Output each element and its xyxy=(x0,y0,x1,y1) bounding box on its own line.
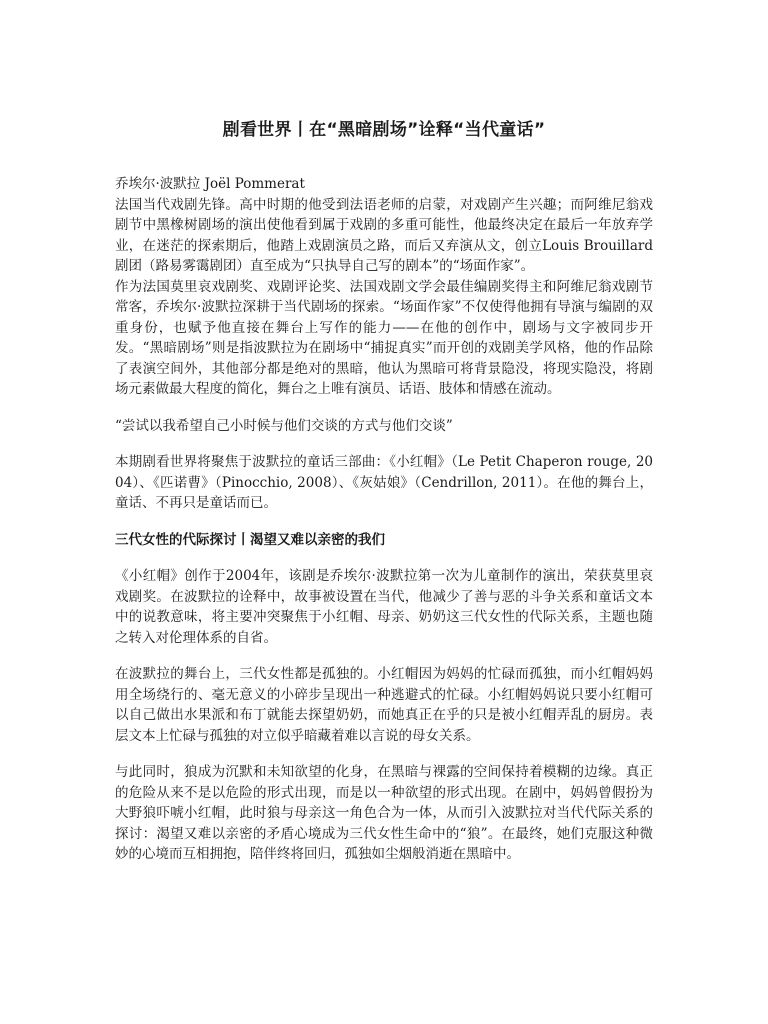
body-paragraph-3: 与此同时，狼成为沉默和未知欲望的化身，在黑暗与裸露的空间保持着模糊的边缘。真正的危险从来不是以危险的形式出现，而是以一种欲望的形式出现。在剧中，妈妈曾假扮为大野狼吓唬小红帽，此时狼与母亲这一角色合为一体，从而引入波默拉对当代代际关系的探讨：渴望又难以亲密的矛盾心境成为三代女性生命中的“狼”。在最终，她们克服这种微妙的心境而互相拥抱，陪伴终将回归，孤独如尘烟般消逝在黑暗中。 xyxy=(115,764,653,862)
spacer xyxy=(115,746,653,762)
spacer xyxy=(115,648,653,664)
spacer xyxy=(115,436,653,452)
article xyxy=(115,115,653,865)
focus-paragraph: 本期剧看世界将聚焦于波默拉的童话三部曲：《小红帽》（Le Petit Chaperon rouge, 2004）、《匹诺曹》（Pinocchio, 2008）、《灰姑娘》（Cendrillon, 2011）。在他的舞台上，童话、不再只是童话而已。 xyxy=(115,454,653,511)
spacer xyxy=(115,550,653,566)
pull-quote: “尝试以我希望自己小时候与他们交谈的方式与他们交谈” xyxy=(115,417,453,434)
spacer xyxy=(115,514,653,530)
intro-paragraph-1: 法国当代戏剧先锋。高中时期的他受到法语老师的启蒙，对戏剧产生兴趣；而阿维尼翁戏剧节中黑橡树剧场的演出使他看到属于戏剧的多重可能性，他最终决定在最后一年放弃学业，在迷茫的探索期后，他踏上戏剧演员之路，而后又弃演从文，创立Louis Brouillard剧团（路易雾霭剧团）直至成为“只执导自己写的剧本”的“场面作家”。 xyxy=(115,196,653,274)
spacer xyxy=(115,400,653,416)
section-heading: 三代女性的代际探讨丨渴望又难以亲密的我们 xyxy=(115,531,385,548)
body-paragraph-2: 在波默拉的舞台上，三代女性都是孤独的。小红帽因为妈妈的忙碌而孤独，而小红帽妈妈用全场绕行的、毫无意义的小碎步呈现出一种逃避式的忙碌。小红帽妈妈说只要小红帽可以自己做出水果派和布丁就能去探望奶奶，而她真正在乎的只是被小红帽弄乱的厨房。表层文本上忙碌与孤独的对立似乎暗藏着难以言说的母女关系。 xyxy=(115,666,653,744)
body-paragraph-1: 《小红帽》创作于2004年，该剧是乔埃尔·波默拉第一次为儿童制作的演出，荣获莫里哀戏剧奖。在波默拉的诠释中，故事被设置在当代，他减少了善与恶的斗争关系和童话文本中的说教意味，将主要冲突聚焦于小红帽、母亲、奶奶这三代女性的代际关系，主题也随之转入对伦理体系的自省。 xyxy=(115,568,653,646)
intro-paragraph-2: 作为法国莫里哀戏剧奖、戏剧评论奖、法国戏剧文学会最佳编剧奖得主和阿维尼翁戏剧节常客，乔埃尔·波默拉深耕于当代剧场的探索。“场面作家”不仅使得他拥有导演与编剧的双重身份，也赋予他直接在舞台上写作的能力——在他的创作中，剧场与文字被同步开发。“黑暗剧场”则是指波默拉为在剧场中“捕捉真实”而开创的戏剧美学风格，他的作品除了表演空间外，其他部分都是绝对的黑暗，他认为黑暗可将背景隐没，将现实隐没，将剧场元素做最大程度的简化，舞台之上唯有演员、话语、肢体和情感在流动。 xyxy=(115,278,653,397)
article-title: 剧看世界丨在“黑暗剧场”诠释“当代童话” xyxy=(222,120,546,140)
author-line: 乔埃尔·波默拉 Joël Pommerat xyxy=(115,176,305,192)
